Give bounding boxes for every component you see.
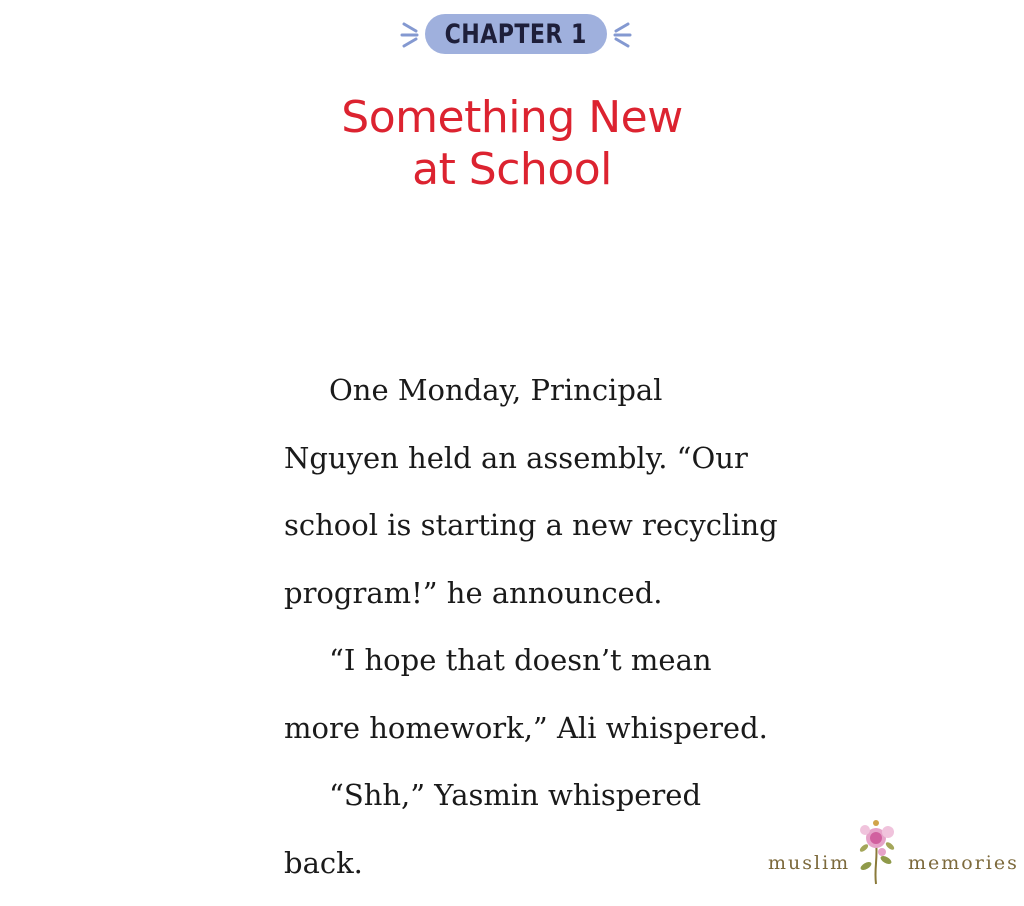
flower-logo-icon <box>852 818 904 886</box>
watermark <box>768 818 1018 888</box>
chapter-title <box>0 92 1024 196</box>
body-line: “I hope that doesn’t mean <box>284 636 784 704</box>
body-line: One Monday, Principal <box>284 366 784 434</box>
chapter-label-pill <box>425 14 607 54</box>
body-line: “Shh,” Yasmin whispered <box>284 771 784 839</box>
body-line: program!” he announced. <box>284 569 784 637</box>
right-sparkle-icon <box>602 12 632 58</box>
chapter-title-line-1: Something New <box>0 92 1024 144</box>
chapter-label: CHAPTER 1 <box>445 19 587 50</box>
watermark-text-left: muslim <box>768 852 850 874</box>
chapter-title-line-2: at School <box>0 144 1024 196</box>
chapter-banner <box>400 12 632 58</box>
watermark-text-right: memories <box>908 852 1019 874</box>
body-text <box>284 366 784 906</box>
body-line: Nguyen held an assembly. “Our <box>284 434 784 502</box>
body-line: school is starting a new recycling <box>284 501 784 569</box>
body-line: more homework,” Ali whispered. <box>284 704 784 772</box>
body-line: back. <box>284 839 784 906</box>
